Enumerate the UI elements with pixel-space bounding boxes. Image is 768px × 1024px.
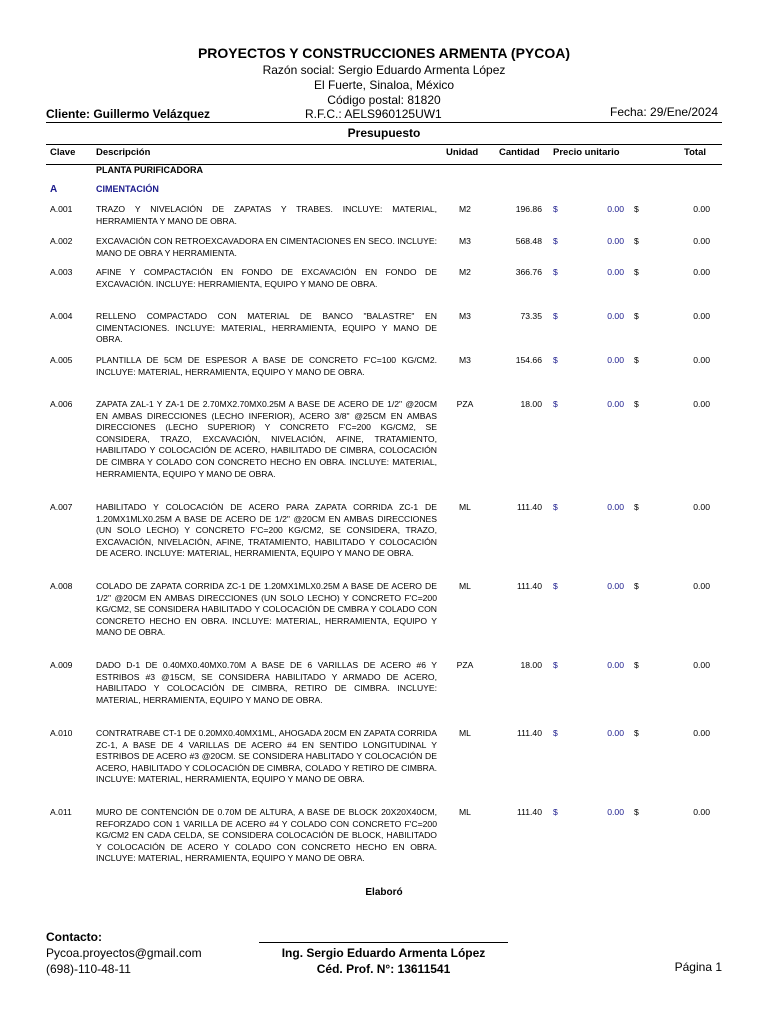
item-unit-price: 0.00 [607, 236, 624, 246]
col-descripcion: Descripción [96, 147, 151, 158]
item-unit: ML [459, 502, 471, 512]
section-name: CIMENTACIÓN [96, 184, 159, 194]
total-currency: $ [634, 267, 639, 277]
item-total: 0.00 [693, 311, 710, 321]
col-unidad: Unidad [446, 147, 479, 158]
unit-price-currency: $ [553, 728, 558, 738]
total-currency: $ [634, 807, 639, 817]
item-description: AFINE Y COMPACTACIÓN EN FONDO DE EXCAVACIÓN EN FONDO DE EXCAVACIÓN. INCLUYE: HERRAMIENTA, EQUIPO Y MANO DE OBRA. [96, 267, 437, 289]
section-code: A [50, 184, 58, 195]
item-total: 0.00 [693, 204, 710, 214]
total-currency: $ [634, 236, 639, 246]
unit-price-currency: $ [553, 355, 558, 365]
col-clave: Clave [50, 147, 76, 158]
item-total: 0.00 [693, 728, 710, 738]
item-total: 0.00 [693, 267, 710, 277]
total-currency: $ [634, 355, 639, 365]
item-code: A.009 [50, 660, 73, 670]
item-code: A.001 [50, 204, 73, 214]
item-unit-price: 0.00 [607, 311, 624, 321]
item-unit: PZA [456, 399, 474, 409]
item-unit-price: 0.00 [607, 660, 624, 670]
professional-id: Céd. Prof. N°: 13611541 [316, 962, 451, 976]
item-description: TRAZO Y NIVELACIÓN DE ZAPATAS Y TRABES. INCLUYE: MATERIAL, HERRAMIENTA Y MANO DE OBRA. [96, 204, 437, 226]
item-unit: M2 [459, 204, 471, 214]
total-currency: $ [634, 660, 639, 670]
item-description: CONTRATRABE CT-1 DE 0.20MX0.40MX1ML, AHOGADA 20CM EN ZAPATA CORRIDA ZC-1, A BASE DE 4 VARILLAS DE ACERO #4 EN SENTIDO LONGITUDINAL Y ESTRIBOS DE ACERO #3 @20CM. SE CONSIDERA HABLITADO Y COLOCACIÓN DE ACERO, HABILITADO Y COLOCACIÓN DE CIMBRA, COLADO Y RETIRO DE CIMBRA. INCLUYE: MATERIAL, HERRAMIENTA, EQUIPO Y MANO DE OBRA. [96, 728, 437, 785]
item-quantity: 196.86 [515, 204, 542, 214]
total-currency: $ [634, 502, 639, 512]
date: Fecha: 29/Ene/2024 [610, 105, 719, 119]
contact-label: Contacto: [46, 930, 102, 944]
item-unit-price: 0.00 [607, 267, 624, 277]
item-description: PLANTILLA DE 5CM DE ESPESOR A BASE DE CONCRETO F'C=100 KG/CM2. INCLUYE: MATERIAL, HERRAMIENTA, EQUIPO Y MANO DE OBRA. [96, 355, 437, 377]
item-quantity: 111.40 [516, 807, 542, 817]
item-code: A.006 [50, 399, 73, 409]
total-currency: $ [634, 399, 639, 409]
contact-phone: (698)-110-48-11 [46, 962, 131, 976]
item-description: DADO D-1 DE 0.40MX0.40MX0.70M A BASE DE 6 VARILLAS DE ACERO #6 Y ESTRIBOS #3 @15CM, SE CONSIDERA HABILITADO Y ARMADO DE ACERO, HABILITADO Y COLOCACIÓN DE CIMBRA, RETIRO DE CIMBRA. INCLUYE: MATERIAL, HERRAMIENTA, EQUIPO Y MANO DE OBRA. [96, 660, 437, 705]
item-quantity: 18.00 [520, 660, 542, 670]
unit-price-currency: $ [553, 502, 558, 512]
unit-price-currency: $ [553, 807, 558, 817]
unit-price-currency: $ [553, 399, 558, 409]
item-quantity: 366.76 [515, 267, 542, 277]
item-total: 0.00 [693, 581, 710, 591]
total-currency: $ [634, 204, 639, 214]
item-unit-price: 0.00 [607, 728, 624, 738]
item-quantity: 18.00 [520, 399, 542, 409]
item-description: HABILITADO Y COLOCACIÓN DE ACERO PARA ZAPATA CORRIDA ZC-1 DE 1.20MX1MLX0.25M A BASE DE ACERO DE 1/2" @20CM EN AMBAS DIRECCIONES (UN SOLO LECHO) Y CONCRETO F'C=200 KG/CM2, SE CONSIDERA, TRAZO, EXCAVACIÓN, NIVELACIÓN, AFINE, TRATAMIENTO, HABILITADO Y COLOCACIÓN DE ACERO. INCLUYE: MATERIAL, HERRAMIENTA, EQUIPO Y MANO DE OBRA. [96, 502, 437, 559]
item-quantity: 111.40 [516, 581, 542, 591]
item-total: 0.00 [693, 807, 710, 817]
item-unit-price: 0.00 [607, 807, 624, 817]
table-title-divider [46, 144, 722, 145]
item-total: 0.00 [693, 399, 710, 409]
item-code: A.010 [50, 728, 73, 738]
total-currency: $ [634, 581, 639, 591]
item-unit: M3 [459, 311, 471, 321]
item-unit: M3 [459, 236, 471, 246]
item-quantity: 154.66 [515, 355, 542, 365]
item-code: A.002 [50, 236, 73, 246]
item-unit-price: 0.00 [607, 399, 624, 409]
unit-price-currency: $ [553, 311, 558, 321]
col-cantidad: Cantidad [499, 147, 540, 158]
item-unit-price: 0.00 [607, 581, 624, 591]
signer-name: Ing. Sergio Eduardo Armenta López [281, 946, 486, 960]
item-unit: M2 [459, 267, 471, 277]
unit-price-currency: $ [553, 204, 558, 214]
item-quantity: 111.40 [516, 502, 542, 512]
company-name: PROYECTOS Y CONSTRUCCIONES ARMENTA (PYCOA) [197, 45, 571, 61]
company-location: El Fuerte, Sinaloa, México [313, 78, 455, 92]
postal-code: Código postal: 81820 [327, 93, 441, 107]
item-description: EXCAVACIÓN CON RETROEXCAVADORA EN CIMENTACIONES EN SECO. INCLUYE: MANO DE OBRA Y HERRAMIENTA. [96, 236, 437, 258]
rfc: R.F.C.: AELS960125UW1 [305, 107, 442, 121]
item-code: A.011 [50, 807, 72, 817]
item-code: A.005 [50, 355, 73, 365]
item-unit-price: 0.00 [607, 355, 624, 365]
signature-line [259, 942, 508, 943]
unit-price-currency: $ [553, 267, 558, 277]
col-total: Total [684, 147, 706, 158]
item-unit-price: 0.00 [607, 204, 624, 214]
item-unit-price: 0.00 [607, 502, 624, 512]
client-name: Cliente: Guillermo Velázquez [46, 107, 211, 121]
item-code: A.007 [50, 502, 73, 512]
item-quantity: 111.40 [516, 728, 542, 738]
total-currency: $ [634, 311, 639, 321]
item-code: A.008 [50, 581, 73, 591]
razon-social: Razón social: Sergio Eduardo Armenta López [262, 63, 506, 77]
item-total: 0.00 [693, 355, 710, 365]
item-code: A.004 [50, 311, 73, 321]
item-total: 0.00 [693, 236, 710, 246]
table-title: Presupuesto [347, 126, 421, 140]
item-unit: PZA [456, 660, 474, 670]
item-unit: ML [459, 728, 471, 738]
table-header-box [46, 122, 722, 165]
item-description: ZAPATA ZAL-1 Y ZA-1 DE 2.70MX2.70MX0.25M A BASE DE ACERO DE 1/2" @20CM EN AMBAS DIRECCIONES (LECHO INFERIOR), ACERO 3/8" @25CM EN AMBAS DIRECCIONES (LECHO SUPERIOR) Y CONCRETO F'C=200 KG/CM2, SE CONSIDERA, TRAZO, EXCAVACIÓN, NIVELACIÓN, AFINE, TRATAMIENTO, HABILITADO Y COLOCACIÓN DE ACERO, HABILITADO DE CIMBRA, COLOCACIÓN DE CIMBRA Y COLADO CON CONCRETO HECHO EN OBRA. INCLUYE: MATERIAL, HERRAMIENTA, EQUIPO Y MANO DE OBRA. [96, 399, 437, 479]
elaboro-label: Elaboró [365, 887, 403, 898]
unit-price-currency: $ [553, 660, 558, 670]
item-description: COLADO DE ZAPATA CORRIDA ZC-1 DE 1.20MX1MLX0.25M A BASE DE ACERO DE 1/2" @20CM EN AMBAS DIRECCIONES (UN SOLO LECHO) Y CONCRETO F'C=200 KG/CM2, SE CONSIDERA HABILITADO Y COLOCACIÓN DE CMBRA Y COLADO CON CONCRETO HECHO EN OBRA. INCLUYE: MATERIAL, HERRAMIENTA, EQUIPO Y MANO DE OBRA. [96, 581, 437, 638]
item-total: 0.00 [693, 660, 710, 670]
item-quantity: 73.35 [520, 311, 542, 321]
unit-price-currency: $ [553, 236, 558, 246]
col-precio-unitario: Precio unitario [553, 147, 620, 158]
total-currency: $ [634, 728, 639, 738]
item-unit: ML [459, 581, 471, 591]
item-description: RELLENO COMPACTADO CON MATERIAL DE BANCO "BALASTRE" EN CIMENTACIONES. INCLUYE: MATERIAL, HERRAMIENTA, EQUIPO Y MANO DE OBRA. [96, 311, 437, 345]
unit-price-currency: $ [553, 581, 558, 591]
item-code: A.003 [50, 267, 73, 277]
item-total: 0.00 [693, 502, 710, 512]
item-quantity: 568.48 [515, 236, 542, 246]
page-number: Página 1 [674, 960, 722, 974]
contact-email: Pycoa.proyectos@gmail.com [46, 946, 202, 960]
item-description: MURO DE CONTENCIÓN DE 0.70M DE ALTURA, A BASE DE BLOCK 20X20X40CM, REFORZADO CON 1 VARILLA DE ACERO #4 Y COLADO CON CONCRETO F'C=200 KG/CM2 EN CADA CELDA, SE CONSIDERA COLOCACIÓN DE BLOCK, HABILITADO Y COLOCACIÓN DE ACERO Y COLADO CON CONCRETO HECHO EN OBRA. INCLUYE: MATERIAL, HERRAMIENTA, EQUIPO Y MANO DE OBRA. [96, 807, 437, 864]
item-unit: ML [459, 807, 471, 817]
item-unit: M3 [459, 355, 471, 365]
project-name: PLANTA PURIFICADORA [96, 165, 203, 175]
